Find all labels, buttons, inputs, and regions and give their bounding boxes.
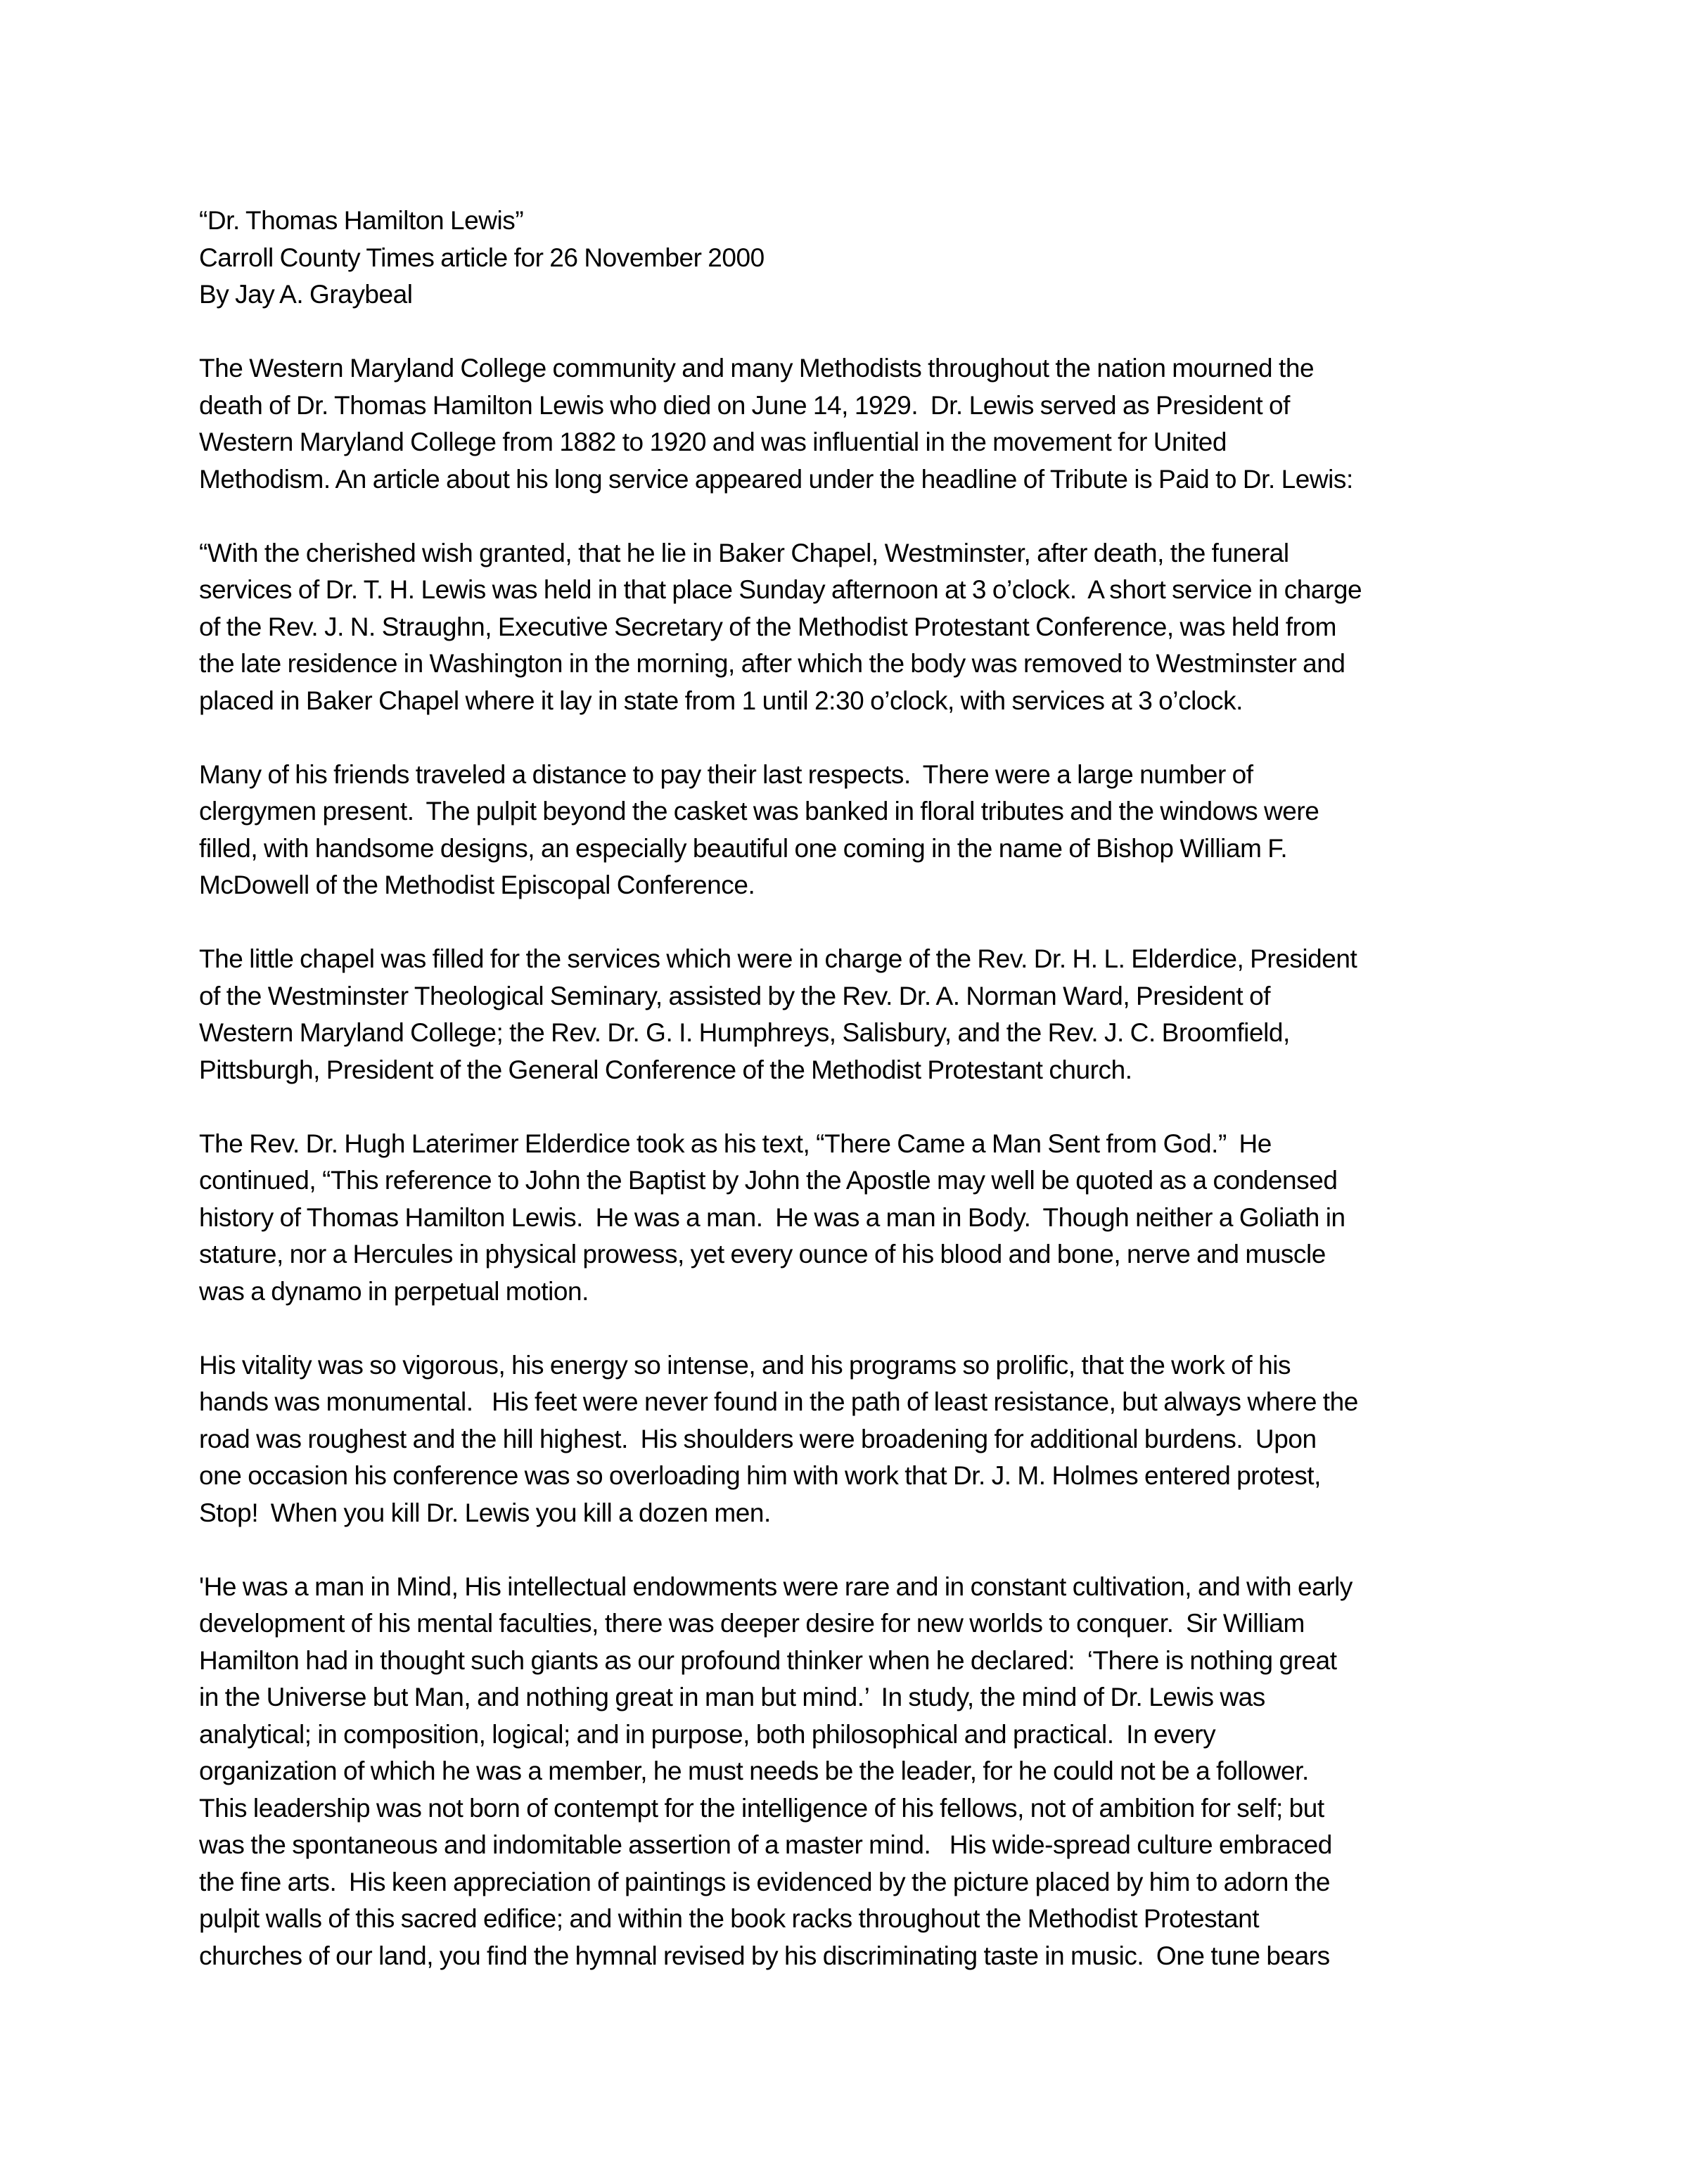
text-line: Western Maryland College from 1882 to 1920 and was influential in the movement for United — [199, 428, 1227, 456]
paragraph-spacer — [199, 1310, 1493, 1347]
text-line: Western Maryland College; the Rev. Dr. G. I. Humphreys, Salisbury, and the Rev. J. C. Broomfield, — [199, 1018, 1290, 1047]
text-line: hands was monumental. His feet were never found in the path of least resistance, but always where the — [199, 1387, 1358, 1416]
text-line: McDowell of the Methodist Episcopal Conference. — [199, 871, 755, 899]
text-line: road was roughest and the hill highest. His shoulders were broadening for additional burdens. Upon — [199, 1424, 1317, 1453]
text-line: pulpit walls of this sacred edifice; and within the book racks throughout the Methodist Protestant — [199, 1904, 1260, 1933]
text-line: was the spontaneous and indomitable assertion of a master mind. His wide-spread culture embraced — [199, 1830, 1332, 1859]
text-line: of the Rev. J. N. Straughn, Executive Secretary of the Methodist Protestant Conference, was held from — [199, 612, 1337, 641]
paragraph-spacer — [199, 498, 1493, 535]
paragraph-spacer — [199, 904, 1493, 942]
text-line: history of Thomas Hamilton Lewis. He was a man. He was a man in Body. Though neither a Goliath in — [199, 1202, 1345, 1232]
paragraph-vitality — [199, 1347, 1493, 1532]
text-line: in the Universe but Man, and nothing great in man but mind.’ In study, the mind of Dr. Lewis was — [199, 1683, 1265, 1711]
paragraph-sermon — [199, 1126, 1493, 1311]
text-line: services of Dr. T. H. Lewis was held in that place Sunday afternoon at 3 o’clock. A short service in charge — [199, 575, 1362, 604]
article-header — [199, 203, 1493, 314]
paragraph-funeral — [199, 535, 1493, 720]
text-line: The Western Maryland College community and many Methodists throughout the nation mourned the — [199, 354, 1315, 383]
paragraph-spacer — [199, 1088, 1493, 1126]
article-text — [199, 203, 1493, 1974]
text-line: His vitality was so vigorous, his energy so intense, and his programs so prolific, that the work of his — [199, 1350, 1291, 1380]
paragraph-spacer — [199, 1531, 1493, 1569]
paragraph-intro — [199, 350, 1493, 498]
text-line: of the Westminster Theological Seminary, assisted by the Rev. Dr. A. Norman Ward, President of — [199, 981, 1271, 1010]
text-line: the fine arts. His keen appreciation of paintings is evidenced by the picture placed by him to adorn the — [199, 1867, 1330, 1896]
paragraph-spacer — [199, 314, 1493, 351]
text-line: Many of his friends traveled a distance to pay their last respects. There were a large number of — [199, 759, 1253, 789]
text-line: filled, with handsome designs, an especially beautiful one coming in the name of Bishop William F. — [199, 833, 1288, 863]
paragraph-mind — [199, 1569, 1493, 1975]
publication-line: Carroll County Times article for 26 November 2000 — [199, 243, 765, 272]
text-line: Pittsburgh, President of the General Conference of the Methodist Protestant church. — [199, 1055, 1132, 1084]
text-line: analytical; in composition, logical; and in purpose, both philosophical and practical. In every — [199, 1719, 1216, 1749]
text-line: the late residence in Washington in the morning, after which the body was removed to Westminster and — [199, 649, 1345, 678]
text-line: placed in Baker Chapel where it lay in state from 1 until 2:30 o’clock, with services at 3 o’clock. — [199, 686, 1243, 715]
text-line: Methodism. An article about his long service appeared under the headline of Tribute is Paid to Dr. Lewis: — [199, 464, 1353, 494]
text-line: stature, nor a Hercules in physical prowess, yet every ounce of his blood and bone, nerve and muscle — [199, 1240, 1326, 1268]
text-line: continued, “This reference to John the Baptist by John the Apostle may well be quoted as a condensed — [199, 1166, 1338, 1195]
text-line: death of Dr. Thomas Hamilton Lewis who died on June 14, 1929. Dr. Lewis served as President of — [199, 390, 1291, 420]
text-line: churches of our land, you find the hymnal revised by his discriminating taste in music. One tune bears — [199, 1941, 1330, 1970]
paragraph-friends — [199, 757, 1493, 904]
text-line: clergymen present. The pulpit beyond the casket was banked in floral tributes and the windows were — [199, 797, 1319, 826]
paragraph-chapel — [199, 941, 1493, 1088]
text-line: one occasion his conference was so overloading him with work that Dr. J. M. Holmes entered protest, — [199, 1461, 1321, 1490]
text-line: organization of which he was a member, he must needs be the leader, for he could not be a follower. — [199, 1756, 1309, 1785]
byline: By Jay A. Graybeal — [199, 280, 413, 309]
text-line: “With the cherished wish granted, that he lie in Baker Chapel, Westminster, after death, the funeral — [199, 538, 1289, 567]
text-line: 'He was a man in Mind, His intellectual endowments were rare and in constant cultivation, and with early — [199, 1572, 1353, 1601]
text-line: Hamilton had in thought such giants as our profound thinker when he declared: ‘There is nothing great — [199, 1645, 1337, 1675]
article-title: “Dr. Thomas Hamilton Lewis” — [199, 206, 524, 235]
text-line: Stop! When you kill Dr. Lewis you kill a dozen men. — [199, 1498, 771, 1527]
paragraph-spacer — [199, 719, 1493, 757]
text-line: was a dynamo in perpetual motion. — [199, 1276, 589, 1306]
text-line: The Rev. Dr. Hugh Laterimer Elderdice took as his text, “There Came a Man Sent from God.” He — [199, 1129, 1272, 1158]
text-line: This leadership was not born of contempt for the intelligence of his fellows, not of ambition for self; but — [199, 1793, 1324, 1823]
text-line: The little chapel was filled for the services which were in charge of the Rev. Dr. H. L. Elderdice, President — [199, 944, 1357, 973]
text-line: development of his mental faculties, there was deeper desire for new worlds to conquer. Sir William — [199, 1609, 1305, 1638]
